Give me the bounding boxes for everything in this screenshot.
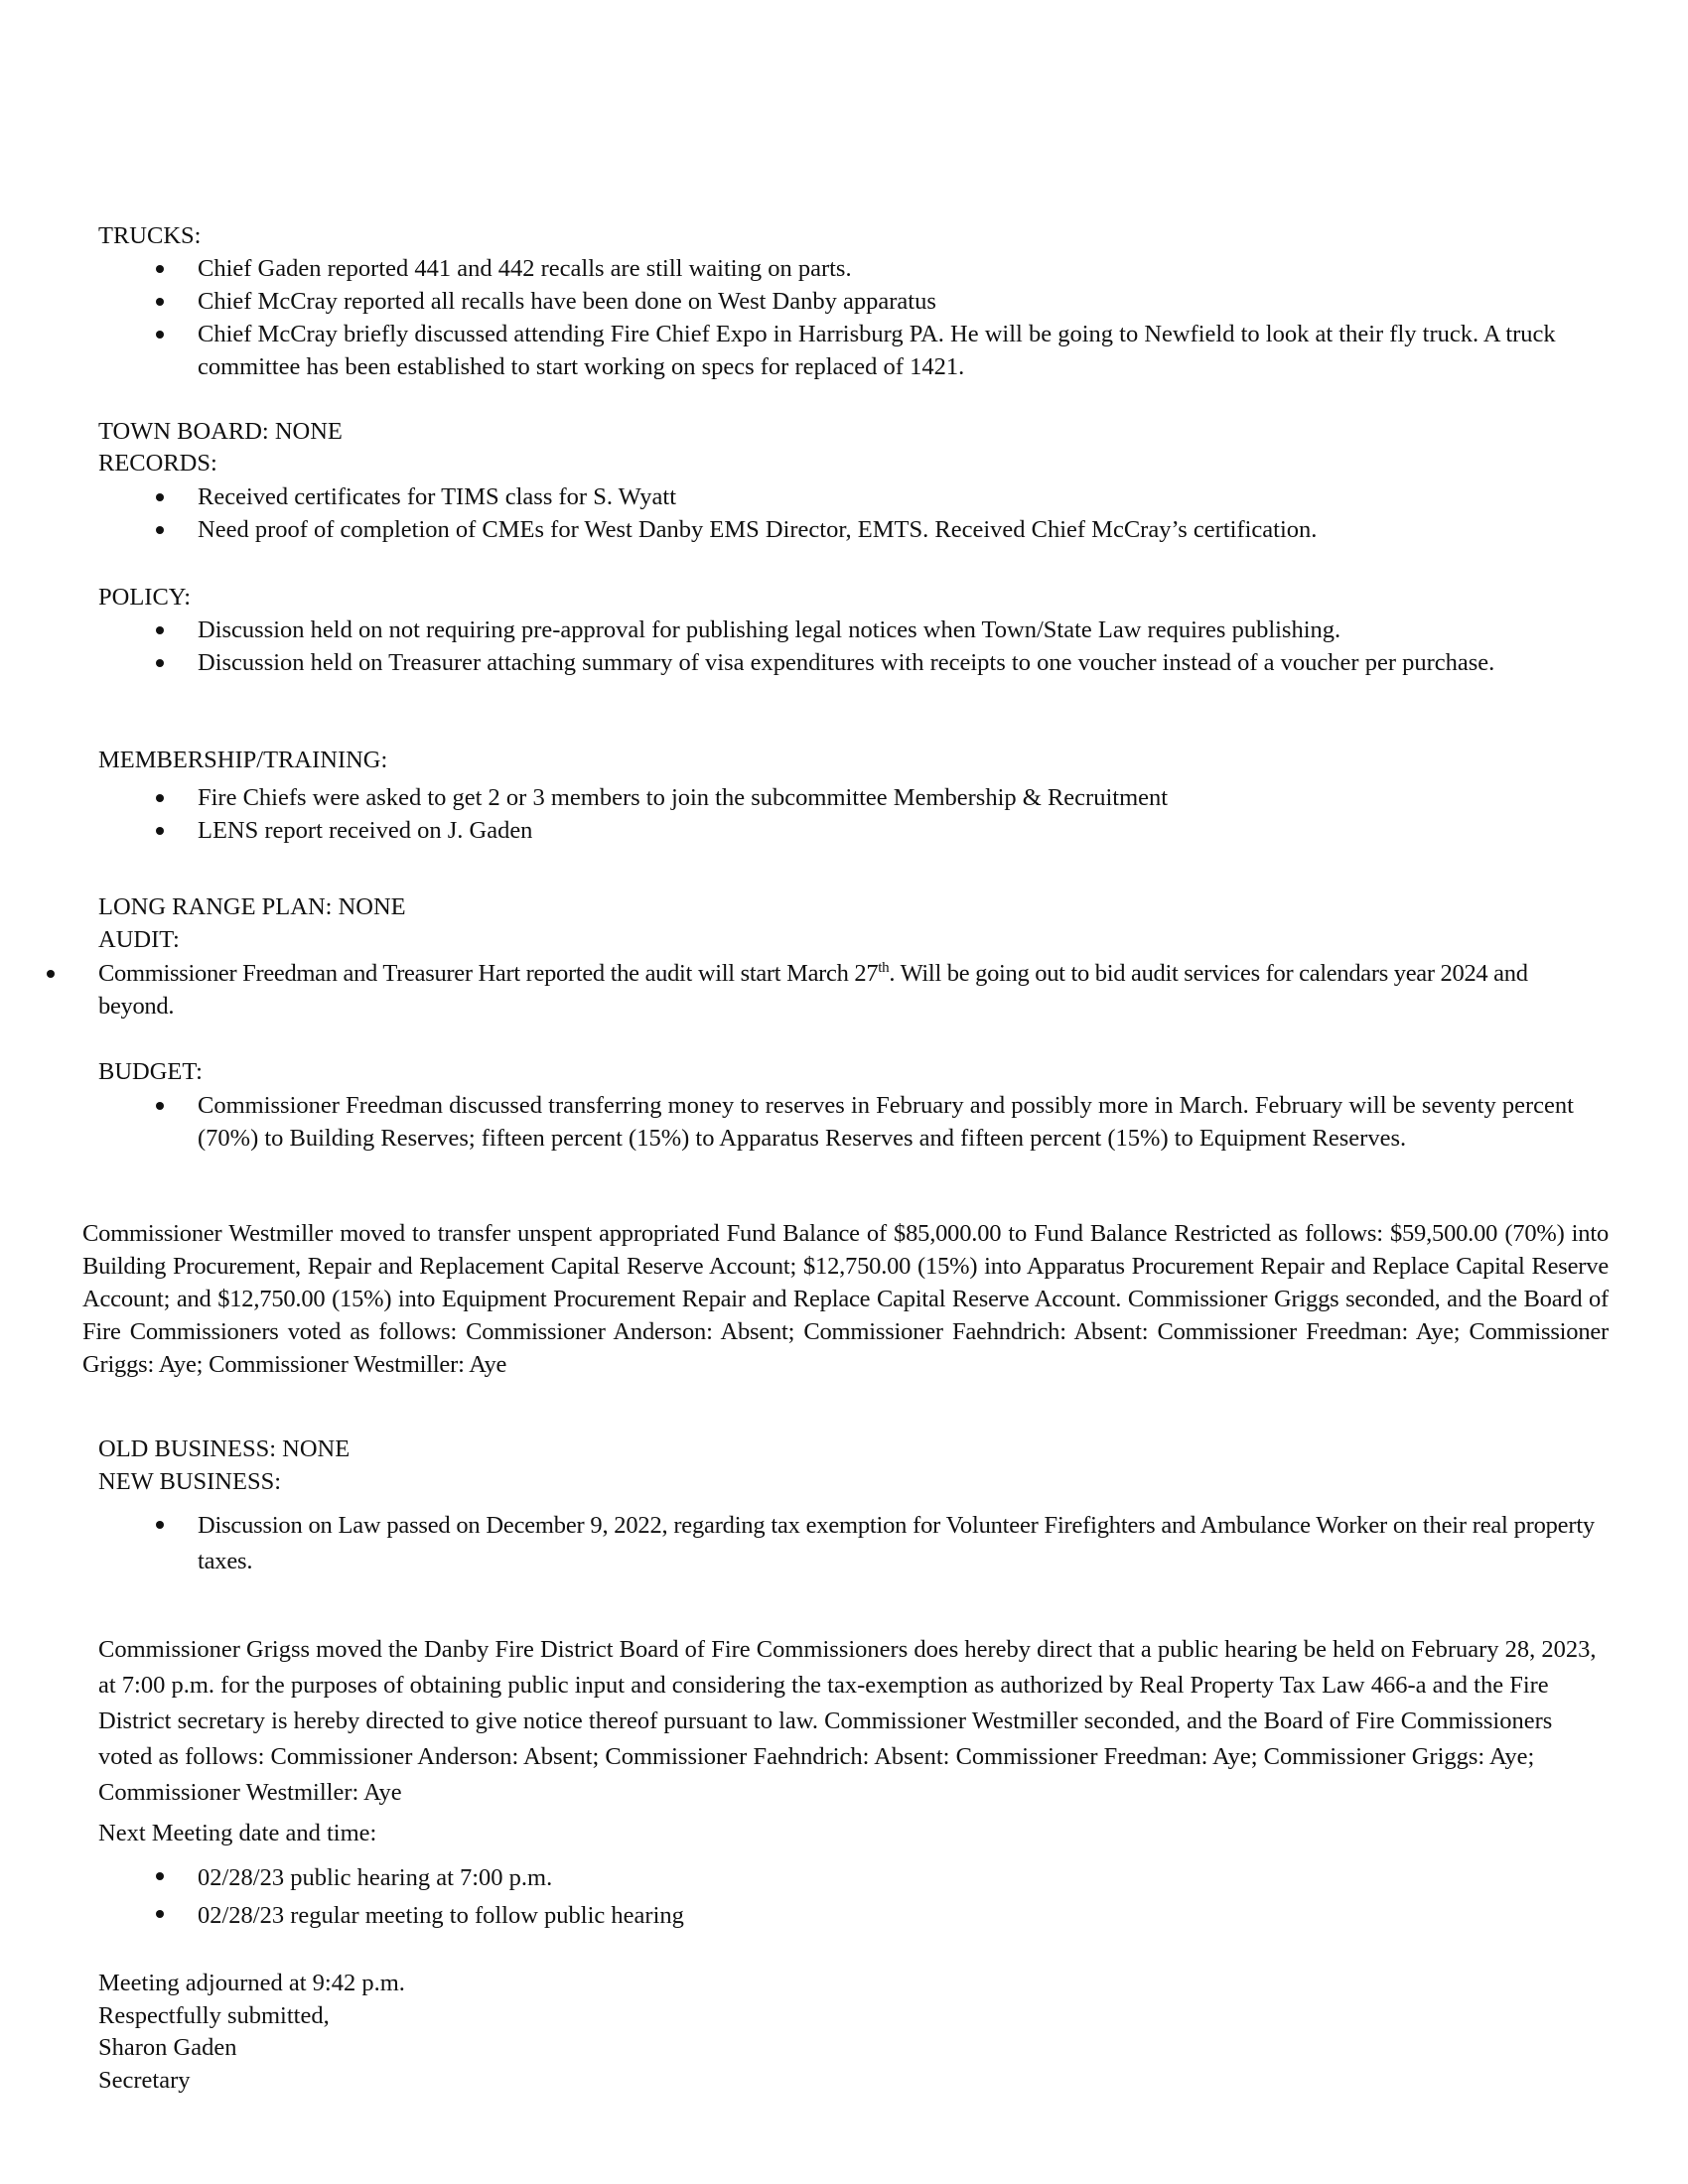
long-range-heading: LONG RANGE PLAN: NONE xyxy=(98,893,406,920)
trucks-heading: TRUCKS: xyxy=(98,222,202,249)
audit-item: Commissioner Freedman and Treasurer Hart reported the audit will start March 27th. Will be going out to bid audit services for calendars year 2024 and beyond. xyxy=(98,957,1608,1023)
motion-1-paragraph: Commissioner Westmiller moved to transfer unspent appropriated Fund Balance of $85,000.00 to Fund Balance Restricted as follows: $59,500.00 (70%) into Building Procurement, Repair and Replacement Capital Reserve Account; $12,750.00 (15%) into Apparatus Procurement Repair and Replace Capital Reserve Account; and $12,750.00 (15%) into Equipment Procurement Repair and Replace Capital Reserve Account. Commissioner Griggs seconded, and the Board of Fire Commissioners voted as follows: Commissioner Anderson: Absent; Commissioner Faehndrich: Absent: Commissioner Freedman: Aye; Commissioner Griggs: Aye; Commissioner Westmiller: Aye xyxy=(82,1220,1609,1378)
new-business-list xyxy=(0,1508,1688,1579)
budget-heading: BUDGET: xyxy=(98,1058,203,1085)
policy-list xyxy=(0,614,1688,679)
next-meeting-list xyxy=(0,1859,1688,1935)
trucks-list xyxy=(0,252,1688,383)
membership-list xyxy=(0,781,1688,847)
list-item: 02/28/23 regular meeting to follow public hearing xyxy=(0,1897,1608,1935)
list-item: LENS report received on J. Gaden xyxy=(0,814,1608,847)
membership-heading: MEMBERSHIP/TRAINING: xyxy=(98,747,388,773)
list-item: Chief McCray briefly discussed attending Fire Chief Expo in Harrisburg PA. He will be going to Newfield to look at their fly truck. A truck committee has been established to start working on specs for replaced of 1421. xyxy=(0,318,1608,383)
budget-list xyxy=(0,1089,1688,1155)
secretary-title: Secretary xyxy=(98,2067,191,2094)
list-item: 02/28/23 public hearing at 7:00 p.m. xyxy=(0,1859,1608,1897)
list-item: Need proof of completion of CMEs for West Danby EMS Director, EMTS. Received Chief McCray’s certification. xyxy=(0,513,1608,546)
list-item: Chief McCray reported all recalls have been done on West Danby apparatus xyxy=(0,285,1608,318)
motion-2-paragraph: Commissioner Grigss moved the Danby Fire District Board of Fire Commissioners does hereby direct that a public hearing be held on February 28, 2023, at 7:00 p.m. for the purposes of obtaining public input and considering the tax-exemption as authorized by Real Property Tax Law 466-a and the Fire District secretary is hereby directed to give notice thereof pursuant to law. Commissioner Westmiller seconded, and the Board of Fire Commissioners voted as follows: Commissioner Anderson: Absent; Commissioner Faehndrich: Absent: Commissioner Freedman: Aye; Commissioner Griggs: Aye; Commissioner Westmiller: Aye xyxy=(98,1636,1597,1806)
audit-heading: AUDIT: xyxy=(98,926,180,953)
list-item: Discussion on Law passed on December 9, 2022, regarding tax exemption for Volunteer Firefighters and Ambulance Worker on their real property taxes. xyxy=(0,1508,1608,1579)
records-heading: RECORDS: xyxy=(98,450,217,477)
town-board-heading: TOWN BOARD: NONE xyxy=(98,418,343,445)
next-meeting-heading: Next Meeting date and time: xyxy=(98,1820,377,1846)
list-item: Fire Chiefs were asked to get 2 or 3 members to join the subcommittee Membership & Recruitment xyxy=(0,781,1608,814)
old-business-heading: OLD BUSINESS: NONE xyxy=(98,1435,351,1462)
list-item: Discussion held on Treasurer attaching summary of visa expenditures with receipts to one voucher instead of a voucher per purchase. xyxy=(0,646,1608,679)
adjourned-text: Meeting adjourned at 9:42 p.m. xyxy=(98,1970,405,1996)
list-item: Discussion held on not requiring pre-approval for publishing legal notices when Town/State Law requires publishing. xyxy=(0,614,1608,646)
list-item: Commissioner Freedman discussed transferring money to reserves in February and possibly more in March. February will be seventy percent (70%) to Building Reserves; fifteen percent (15%) to Apparatus Reserves and fifteen percent (15%) to Equipment Reserves. xyxy=(0,1089,1608,1155)
list-item: Chief Gaden reported 441 and 442 recalls are still waiting on parts. xyxy=(0,252,1608,285)
policy-heading: POLICY: xyxy=(98,584,192,611)
records-list xyxy=(0,480,1688,546)
submitted-text: Respectfully submitted, xyxy=(98,2002,330,2029)
bullet-icon xyxy=(47,970,55,978)
new-business-heading: NEW BUSINESS: xyxy=(98,1468,282,1495)
secretary-name: Sharon Gaden xyxy=(98,2034,237,2061)
list-item: Received certificates for TIMS class for S. Wyatt xyxy=(0,480,1608,513)
